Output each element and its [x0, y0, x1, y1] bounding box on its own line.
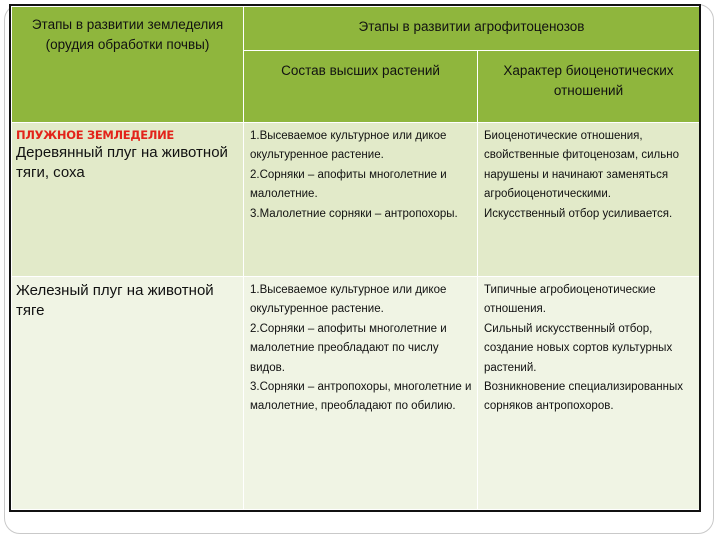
row-1-composition: [244, 123, 478, 277]
header-plant-composition: [244, 51, 478, 123]
composition-text: 1.Высеваемое культурное или дикое окультуренное растение. 2.Сорняки – апофиты многолетние и малолетние. 3.Малолетние сорняки – антропохоры.: [250, 130, 458, 220]
relations-text: Биоценотические отношения, свойственные фитоценозам, сильно нарушены и начинают заменяться агробиоценотическими. Искусственный отбор усиливается.: [484, 130, 679, 220]
header-agrophytocenosis-text: Этапы в развитии агрофитоценозов: [358, 19, 585, 34]
stage-name: Деревянный плуг на животной тяги, соха: [16, 144, 228, 181]
header-plant-composition-text: Состав высших растений: [281, 63, 440, 78]
header-biocenotic-relations-text: Характер биоценотических отношений: [503, 63, 674, 98]
header-agrophytocenosis-stages: [244, 7, 700, 51]
composition-text: 1.Высеваемое культурное или дикое окультуренное растение. 2.Сорняки – апофиты многолетние и малолетние преобладают по числу видов. 3.Сорняки – антропохоры, многолетние и малолетние, преобладают по обилию.: [250, 284, 472, 413]
stage-name: Железный плуг на животной тяге: [16, 282, 214, 319]
relations-text: Типичные агробиоценотические отношения. Сильный искусственный отбор, создание новых сортов культурных растений. Возникновение специализированных сорняков антропохоров.: [484, 284, 683, 413]
stage-label: ПЛУЖНОЕ ЗЕМЛЕДЕЛИЕ: [16, 128, 174, 142]
row-2-relations: [478, 277, 700, 510]
header-farming-stages: [12, 7, 244, 123]
row-2-stage: [12, 277, 244, 510]
row-1-stage: [12, 123, 244, 277]
stages-table: [9, 4, 701, 512]
header-farming-stages-text: Этапы в развитии земледелия (орудия обработки почвы): [31, 17, 224, 52]
header-biocenotic-relations: [478, 51, 700, 123]
row-2-composition: [244, 277, 478, 510]
row-1-relations: [478, 123, 700, 277]
